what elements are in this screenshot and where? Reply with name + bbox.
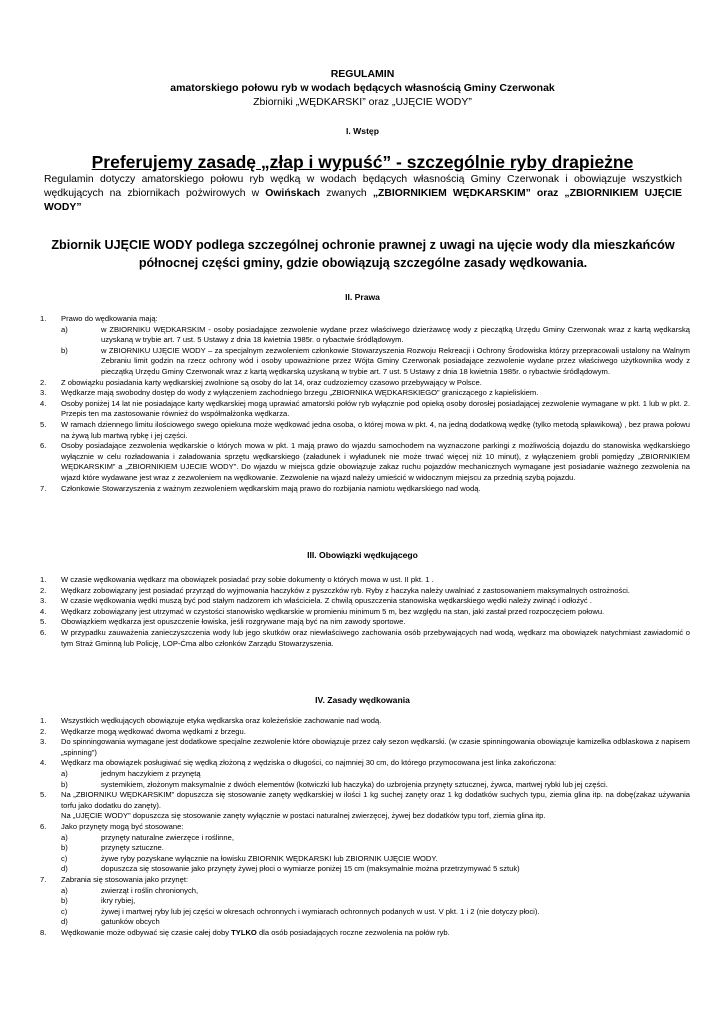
list-item [40, 758, 690, 790]
sub-item-label: b) [61, 896, 68, 906]
item-number: 7. [40, 483, 47, 493]
sub-item-text: jednym haczykiem z przynętą [101, 768, 201, 778]
list-item [40, 790, 690, 822]
sub-item-label: a) [61, 885, 68, 895]
sub-item-label: a) [61, 768, 68, 778]
item-number: 6. [40, 441, 47, 451]
list-item [40, 378, 690, 389]
list-item [40, 737, 690, 758]
intro-reservoir-names: „ZBIORNIKIEM WĘDKARSKIM” oraz „ZBIORNIKIEM UJĘCIE WODY” [44, 188, 682, 213]
item-number: 5. [40, 790, 47, 800]
sub-item [61, 886, 690, 897]
sub-item-label: b) [61, 843, 68, 853]
sub-item-label: c) [61, 853, 68, 863]
item-number: 2. [40, 377, 47, 387]
list-item [40, 484, 690, 495]
item-number: 1. [40, 575, 47, 584]
section-1-heading: I. Wstęp [346, 126, 379, 136]
sub-item [61, 907, 690, 918]
sub-item [61, 325, 690, 346]
item-text: Wędkarz ma obowiązek posługiwać się wędką złożoną z wędziska o długości, co najmniej 30 cm, do którego przymocowana jest linka zakończona: [61, 758, 557, 768]
sub-item-label: b) [61, 779, 68, 789]
item-text: Osoby poniżej 14 lat nie posiadające karty wędkarskiej mogą uprawiać amatorski połów ryb wyłącznie pod opieką osoby dorosłej posiadającej zezwolenie wymagane w pkt. 1 lub w pkt. 2. Przepis ten ma zastosowanie również do współmałżonka wędkarza. [61, 398, 690, 419]
reservoirs-line: Zbiorniki „WĘDKARSKI” oraz „UJĘCIE WODY” [253, 96, 472, 108]
intro-paragraph [44, 173, 682, 215]
sub-item [61, 833, 690, 844]
duties-list [40, 575, 690, 649]
item-text: Do spinningowania wymagane jest dodatkowe specjalne zezwolenie które obowiązuje przez cały sezon wędkarski. (w czasie spinningowania obowiązuje kamizelka odblaskowa z napisem „spinning”) [61, 737, 690, 757]
item-text: Osoby posiadające zezwolenia wędkarskie o których mowa w pkt. 1 mają prawo do wjazdu samochodem na wyznaczone parkingi z możliwością dojazdu do stanowiska wędkarskiego wyłącznie w celu rozładowania i załadowania sprzętu wędkarskiego (załadunek i wyładunek nie może trwać więcej niż 10 minut), z wyłączeniem grobli pomiędzy „ZBIORNIKIEM WĘDKARSKIM” a „ZBIORNIKIEM UJECIE WODY”. Do wjazdu w miejsca gdzie obowiązuje zakaz ruchu pojazdów mechanicznych wymagane jest posiadanie ważnego zezwolenia na wjazd które wydawane jest wraz z zezwoleniem na wędkowanie. Zezwolenie na wjazd należy umieścić w widocznym miejscu za przednią szybą pojazdu. [61, 441, 690, 482]
item-text: Wędkarz zobowiązany jest posiadać przyrząd do wyjmowania haczyków z pyszczków ryb. Ryby z haczyka należy uwalniać z zastosowaniem maksymalnych ostrożności. [61, 585, 630, 595]
sub-item-text: żywej i martwej ryby lub jej części w okresach ochronnych i wymiarach ochronnych podanych w ust. V pkt. 1 i 2 (nie dotyczy płoci). [101, 906, 540, 916]
item-number: 6. [40, 627, 47, 637]
item-number: 4. [40, 606, 47, 616]
sub-item-label: a) [61, 832, 68, 842]
list-item [40, 314, 690, 378]
sub-item-label: d) [61, 864, 68, 874]
sub-item-label: a) [61, 324, 68, 334]
item-number: 1. [40, 716, 47, 725]
item-text: Zabrania się stosowania jako przynęt: [61, 874, 189, 884]
list-item [40, 586, 690, 597]
item-text: Na „ZBIORNIKU WĘDKARSKIM” dopuszcza się stosowanie zanęty wędkarskiej w ilości 1 kg suchej zanęty oraz 1 kg dodatków suchych typu, ziemia glina itp. na dobę(zakaz używania torfu jako dodatku do zanęty). [61, 790, 690, 810]
list-item [40, 607, 690, 618]
sub-item-label: c) [61, 906, 68, 916]
item-number: 7. [40, 874, 47, 884]
sub-item-text: ikry rybiej, [101, 896, 136, 906]
item-number: 3. [40, 596, 47, 606]
sub-item-text: przynęty sztuczne. [101, 843, 164, 853]
item-text: Wędkarz zobowiązany jest utrzymać w czystości stanowisko wędkarskie w promieniu minimum 5 m, bez względu na stan, jaki zastał przed rozpoczęciem połowu. [61, 606, 605, 616]
item-number: 3. [40, 737, 47, 747]
item-number: 4. [40, 398, 47, 408]
item-text: Wędkarze mają swobodny dostęp do wody z wyłączeniem zachodniego brzegu „ZBIORNIKA WĘDKARSKIEGO” graniczącego z kapieliskiem. [61, 388, 539, 398]
item-text: Obowiązkiem wędkarza jest opuszczenie łowiska, jeśli rozgrywane mają być na nim zawody sportowe. [61, 617, 406, 627]
section-3-heading: III. Obowiązki wędkującego [307, 550, 418, 560]
sub-item-text: żywe ryby pozyskane wyłącznie na łowisku ZBIORNIK WĘDKARSKI lub ZBIORNIK UJĘCIE WODY. [101, 853, 438, 863]
sub-item [61, 843, 690, 854]
sub-item-text: przynęty naturalne zwierzęce i roślinne, [101, 832, 234, 842]
document-subtitle: amatorskiego połowu ryb w wodach będących własnością Gminy Czerwonak [170, 82, 555, 94]
protection-notice: Zbiornik UJĘCIE WODY podlega szczególnej ochronie prawnej z uwagi na ujęcie wody dla mieszkańców północnej części gminy, gdzie obowiązują szczególne zasady wędkowania. [51, 238, 675, 270]
item-text: Wędkarze mogą wędkować dwoma wędkami z brzegu. [61, 726, 246, 736]
item-text-a: Wędkowanie może odbywać się czasie całej doby [61, 927, 232, 937]
list-item [40, 596, 690, 607]
item-text-b: dla osób posiadających roczne zezwolenia na połów ryb. [256, 927, 450, 937]
item-text: W czasie wędkowania wędkarz ma obowiązek posiadać przy sobie dokumenty o których mowa w ust. II pkt. 1 . [61, 575, 434, 584]
item-text: Członkowie Stowarzyszenia z ważnym zezwoleniem wędkarskim mają prawo do rozbijania namiotu wędkarskiego nad wodą. [61, 483, 481, 493]
document-title: REGULAMIN [330, 68, 395, 80]
item-text: Wszystkich wędkujących obowiązuje etyka wędkarska oraz koleżeńskie zachowanie nad wodą. [61, 716, 382, 725]
intro-place: Owińskach [265, 188, 321, 199]
item-number: 8. [40, 927, 47, 937]
list-item [40, 617, 690, 628]
list-item [40, 420, 690, 441]
sub-item-text: systemikiem, złożonym maksymalnie z dwóch elementów (kotwiczki lub haczyka) do uzbrojenia przynęty sztucznej, żywca, martwej rybki lub jej części. [101, 779, 608, 789]
item-text: W czasie wędkowania wędki muszą być pod stałym nadzorem ich właściciela. Z chwilą opuszczenia stanowiska wędkarskiego wędki należy zwinąć i odłożyć . [61, 596, 592, 606]
sub-item [61, 780, 690, 791]
sub-item-label: d) [61, 917, 68, 927]
sub-item [61, 917, 690, 928]
item-number: 6. [40, 821, 47, 831]
sub-item-text: gatunków obcych [101, 917, 160, 927]
list-item [40, 928, 690, 939]
list-item [40, 875, 690, 928]
item-emphasis: TYLKO [231, 927, 257, 937]
rules-list [40, 716, 690, 938]
list-item [40, 822, 690, 875]
item-continuation: Na „UJĘCIE WODY” dopuszcza się stosowanie zanęty wyłącznie w postaci naturalnej zwierzęcej, żywej bez dodatków typu torf, ziemia glina itp. [61, 811, 546, 821]
item-number: 2. [40, 585, 47, 595]
item-text: W przypadku zauważenia zanieczyszczenia wody lub jego skutków oraz niewłaściwego zachowania osób przebywających nad wodą, wędkarz ma obowiązek natychmiast zawiadomić o tym Straż Gminną lub Policję, LOP-Ćma albo członków Zarządu Stowarzyszenia. [61, 627, 690, 648]
list-item [40, 399, 690, 420]
sub-item [61, 854, 690, 865]
sub-item-label: b) [61, 345, 68, 355]
list-item [40, 388, 690, 399]
sub-item-text: w ZBIORNIKU WĘDKARSKIM - osoby posiadające zezwolenie wydane przez właściwego dzierżawcę wody z pieczątką Urzędu Gminy Czerwonak wraz z kartą wędkarską uzyskaną w trybie art. 7 ust. 5 Ustawy z dnia 18 kwietnia 1985r. o rybactwie śródlądowym. [101, 324, 690, 345]
list-item [40, 716, 690, 727]
item-text: Z obowiązku posiadania karty wędkarskiej zwolnione są osoby do lat 14, oraz cudzoziemcy czasowo przebywający w Polsce. [61, 377, 482, 387]
item-text: W ramach dziennego limitu ilościowego swego opiekuna może wędkować jedna osoba, o której mowa w pkt. 4, na jedną dodatkową wędkę (tylko metodą spławikową) , bez prawa połowu na żywą lub martwą rybkę i jej części. [61, 419, 690, 440]
section-2-heading: II. Prawa [345, 292, 380, 302]
item-number: 3. [40, 388, 47, 398]
sub-item-text: zwierząt i roślin chronionych, [101, 885, 199, 895]
list-item [40, 727, 690, 738]
item-text: Prawo do wędkowania mają: [61, 314, 158, 323]
item-number: 4. [40, 758, 47, 768]
rights-list [40, 314, 690, 494]
sub-item [61, 864, 690, 875]
item-number: 2. [40, 726, 47, 736]
sub-item [61, 769, 690, 780]
sub-item-text: dopuszcza się stosowanie jako przynęty żywej płoci o wymiarze poniżej 15 cm (maksymalnie można przetrzymywać 5 sztuk) [101, 864, 520, 874]
sub-item [61, 346, 690, 378]
sub-item-text: w ZBIORNIKU UJĘCIE WODY – za specjalnym zezwoleniem członkowie Stowarzyszenia Rozwoju Rekreacji i Ochrony Środowiska którzy przepracowali ustalony na Walnym Zebraniu limit godzin na rzecz ochrony wód i osoby upoważnione przez Wójta Gminy Czerwonak posiadające zezwolenie wydane przez właściwego użytkownika wody z pieczątką Urzędu Gminy Czerwonak wraz z kartą wędkarską uzyskaną w trybie art. 7 ust. 5 Ustawy z dnia 18 kwietnia 1985r. o rybactwie śródlądowym. [101, 345, 690, 376]
list-item [40, 441, 690, 483]
item-number: 1. [40, 314, 47, 323]
intro-text-b: zwanych [320, 188, 373, 199]
item-number: 5. [40, 617, 47, 627]
list-item [40, 628, 690, 649]
list-item [40, 575, 690, 586]
item-text: Jako przynęty mogą być stosowane: [61, 821, 184, 831]
sub-item [61, 896, 690, 907]
section-4-heading: IV. Zasady wędkowania [315, 695, 410, 705]
motto-heading: Preferujemy zasadę „złap i wypuść” - szczególnie ryby drapieżne [91, 152, 634, 172]
intro-text-a: Regulamin dotyczy amatorskiego połowu ryb wędką w wodach będących własnością Gminy Czerwonak i obowiązuje wszystkich wędkujących na zbiornikach pożwirowych w [44, 174, 682, 199]
item-number: 5. [40, 419, 47, 429]
